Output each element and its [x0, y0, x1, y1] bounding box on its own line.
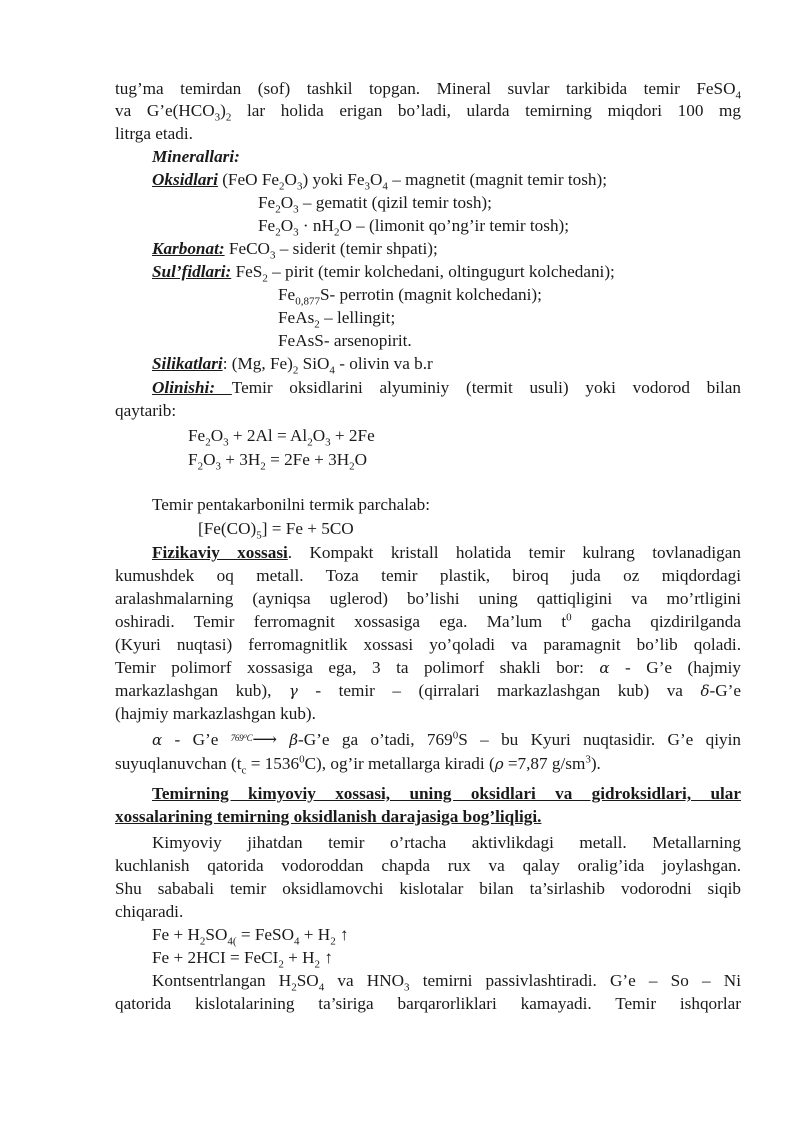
sulfides-line: Sul’fidlari: FeS$_2$ – pirit (temir kolchedani, oltingugurt kolchedani);: [152, 262, 615, 285]
chemical-line: chiqaradi.: [115, 902, 184, 921]
arrow-icon: ⟶: [252, 730, 277, 749]
paragraph-line: tug’ma temirdan (sof) tashkil topgan. Mineral suvlar tarkibida temir FeSO$_4$: [115, 79, 741, 102]
physical-line: markazlashgan kub), γ - temir – (qirralari markazlashgan kub) va δ-G’e: [115, 681, 741, 700]
chemical-line: Kontsentrlangan $H_2SO_4$ va $HNO_3$ temirni passivlashtiradi. G’e – So – Ni: [152, 971, 741, 994]
chemical-heading: xossalarining temirning oksidlanish darajasiga bog’liqligi.: [115, 807, 542, 826]
physical-line: aralashmalarning (ayniqsa uglerod) bo’lishi uning qattiqligini va mo’rtligini: [115, 589, 741, 608]
sulfides-line: FeAsS- arsenopirit.: [278, 331, 412, 350]
carbonate-line: Karbonat: FeCO$_3$ – siderit (temir shpati);: [152, 239, 438, 262]
chemical-line: kuchlanish qatorida vodoroddan chapda rux va qalay oralig’ida joylashgan.: [115, 856, 741, 875]
production-line: Olinishi: Temir oksidlarini alyuminiy (termit usuli) yoki vodorod bilan: [152, 378, 742, 397]
paragraph-line: litrga etadi.: [115, 124, 193, 143]
chemical-line: Shu sababali temir oksidlamovchi kislotalar bilan ta’sirlashib vodorodni siqib: [115, 879, 741, 898]
production-line: qaytarib:: [115, 401, 177, 420]
transition-temperature: 769⁰C: [230, 733, 253, 743]
chemical-heading: Temirning kimyoviy xossasi, uning oksidlari va gidroksidlari, ular: [152, 784, 741, 803]
oxides-line: $Fe_2O_3 \cdot nH_2O$ – (limonit qo’ng’ir temir tosh);: [258, 216, 570, 239]
physical-line: Fizikaviy xossasi. Kompakt kristall holatida temir kulrang tovlanadigan: [152, 543, 741, 562]
physical-line: oshiradi. Temir ferromagnit xossasiga ega. Ma’lum $t^0$ gacha qizdirilganda: [115, 611, 741, 631]
oxides-line: $Fe_2O_3$ – gematit (qizil temir tosh);: [258, 193, 492, 216]
physical-line: Temir polimorf xossasiga ega, 3 ta polimorf shakli bor: α - G’e (hajmiy: [115, 658, 742, 677]
physical-line: kumushdek oq metall. Toza temir plastik, biroq juda oz miqdordagi: [115, 566, 741, 585]
physical-line: suyuqlanuvchan $(t_c = 1536^0C)$, og’ir metallarga kiradi (ρ =7,87 $g/sm^3$).: [115, 753, 601, 777]
equation: Fe + 2HCI = FeCI$_2$ + $H_2$ ↑: [152, 948, 333, 971]
production-line: Temir pentakarbonilni termik parchalab:: [152, 495, 430, 514]
minerals-heading: Minerallari:: [152, 147, 240, 166]
sulfides-line: FeAs$_2$ – lellingit;: [278, 308, 396, 331]
silicate-line: Silikatlari: (Mg, $Fe)_2$ SiO$_4$ - olivin va b.r: [152, 354, 433, 377]
chemical-line: qatorida kislotalarining ta’siriga barqarorliklari kamayadi. Temir ishqorlar: [115, 994, 741, 1013]
equation: $[Fe(CO)_5] = Fe + 5CO$: [198, 519, 354, 542]
paragraph-line: va $G’e(HCO_3)_2$ lar holida erigan bo’ladi, ularda temirning miqdori 100 mg: [115, 101, 742, 124]
equation: $Fe + H_2SO_{4(}$ = FeSO$_4$ + $H_2$ ↑: [152, 925, 349, 948]
equation: $Fe_2O_3 + 2Al = Al_2O_3 + 2Fe$: [188, 426, 375, 449]
physical-line: (Kyuri nuqtasi) ferromagnitlik xossasi yo’qoladi va paramagnit bo’lib qoladi.: [115, 635, 741, 654]
oxides-line: Oksidlari (FeO $Fe_2O_3$) yoki $Fe_3O_4$ – magnetit (magnit temir tosh);: [152, 170, 608, 193]
physical-line: α - G’e $^{769^0C}$⟶ β-G’e ga o’tadi, $769^0S$ – bu Kyuri nuqtasidir. G’e qiyin: [152, 729, 742, 749]
chemical-line: Kimyoviy jihatdan temir o’rtacha aktivlikdagi metall. Metallarning: [152, 833, 741, 852]
sulfides-line: $Fe_{0,877}S-$ perrotin (magnit kolchedani);: [278, 285, 542, 308]
equation: $F_2O_3 + 3H_2 = 2Fe + 3H_2O$: [188, 450, 368, 473]
physical-line: (hajmiy markazlashgan kub).: [115, 704, 316, 723]
